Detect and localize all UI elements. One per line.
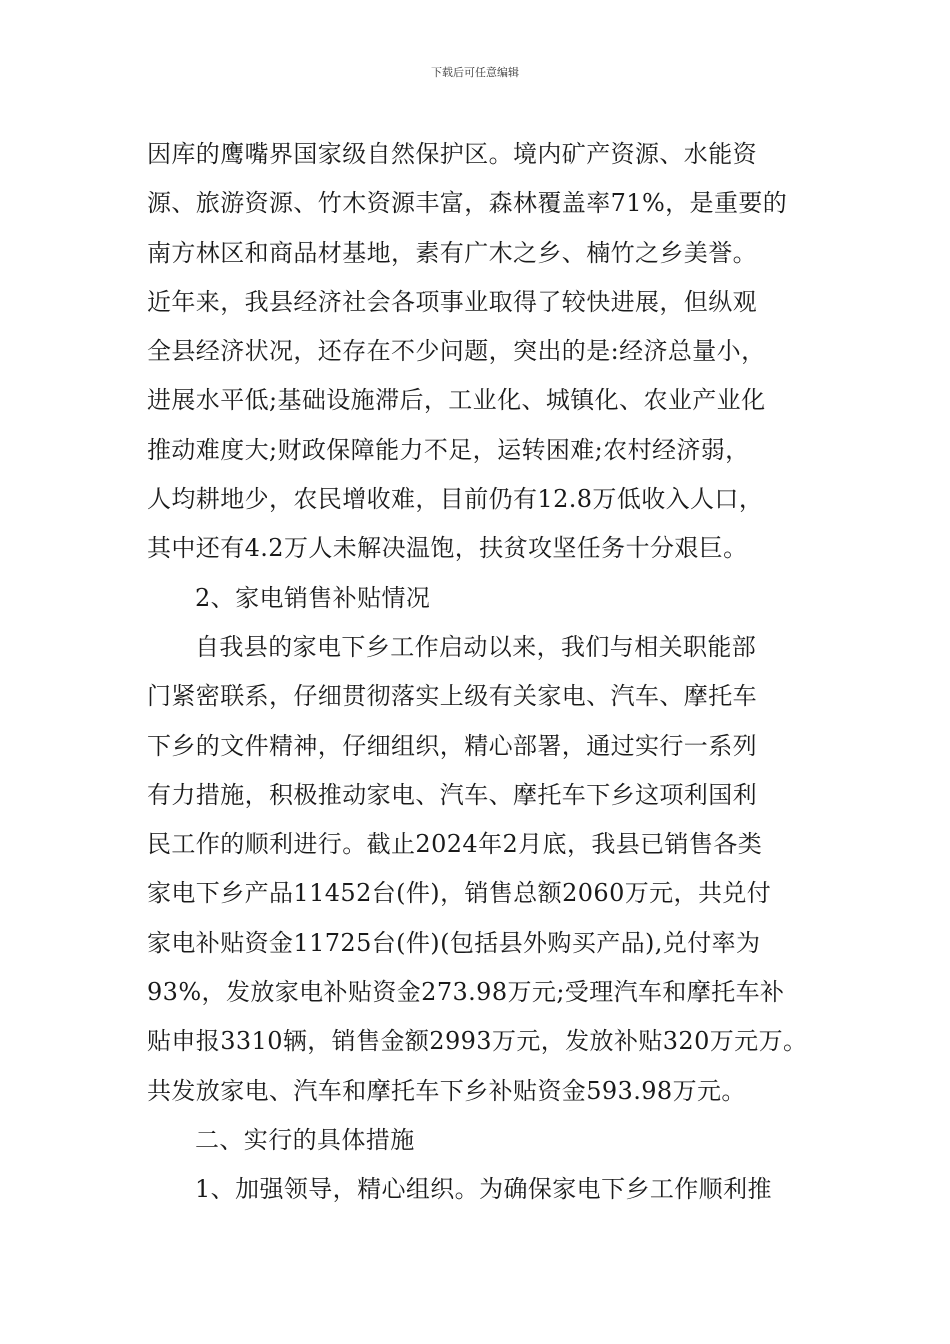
text-line: 下乡的文件精神，仔细组织，精心部署，通过实行一系列: [147, 731, 757, 760]
text-line: 其中还有4.2万人未解决温饱，扶贫攻坚任务十分艰巨。: [147, 534, 748, 563]
text-line: 人均耕地少，农民增收难，目前仍有12.8万低收入人口，: [147, 485, 764, 514]
text-line: 家电补贴资金11725台(件)(包括县外购买产品),兑付率为: [147, 928, 761, 957]
text-line: 家电下乡产品11452台(件)，销售总额2060万元，共兑付: [147, 879, 772, 908]
text-line: 源、旅游资源、竹木资源丰富，森林覆盖率71%，是重要的: [147, 189, 788, 218]
text-line: 93%，发放家电补贴资金273.98万元;受理汽车和摩托车补: [147, 978, 785, 1007]
text-line: 全县经济状况，还存在不少问题，突出的是:经济总量小，: [147, 337, 766, 366]
text-line: 有力措施，积极推动家电、汽车、摩托车下乡这项利国利: [147, 780, 757, 809]
text-line: 南方林区和商品材基地，素有广木之乡、楠竹之乡美誉。: [147, 238, 757, 267]
section-heading: 2、家电销售补贴情况: [195, 583, 431, 612]
text-line: 贴申报3310辆，销售金额2993万元，发放补贴320万元万。: [147, 1027, 808, 1056]
text-line: 门紧密联系，仔细贯彻落实上级有关家电、汽车、摩托车: [147, 682, 757, 711]
text-line: 近年来，我县经济社会各项事业取得了较快进展，但纵观: [147, 287, 757, 316]
section-heading: 二、实行的具体措施: [195, 1125, 415, 1154]
paragraph-start-line: 1、加强领导，精心组织。为确保家电下乡工作顺利推: [195, 1175, 772, 1204]
text-line: 因库的鹰嘴界国家级自然保护区。境内矿产资源、水能资: [147, 140, 757, 168]
text-line: 共发放家电、汽车和摩托车下乡补贴资金593.98万元。: [147, 1076, 746, 1105]
document-body: [147, 130, 837, 1215]
paragraph-start-line: 自我县的家电下乡工作启动以来，我们与相关职能部: [195, 632, 757, 661]
page-header: 下载后可任意编辑: [431, 66, 519, 79]
text-line: 推动难度大;财政保障能力不足，运转困难;农村经济弱，: [147, 435, 750, 464]
text-line: 民工作的顺利进行。截止2024年2月底，我县已销售各类: [147, 830, 763, 859]
text-line: 进展水平低;基础设施滞后，工业化、城镇化、农业产业化: [147, 386, 766, 415]
